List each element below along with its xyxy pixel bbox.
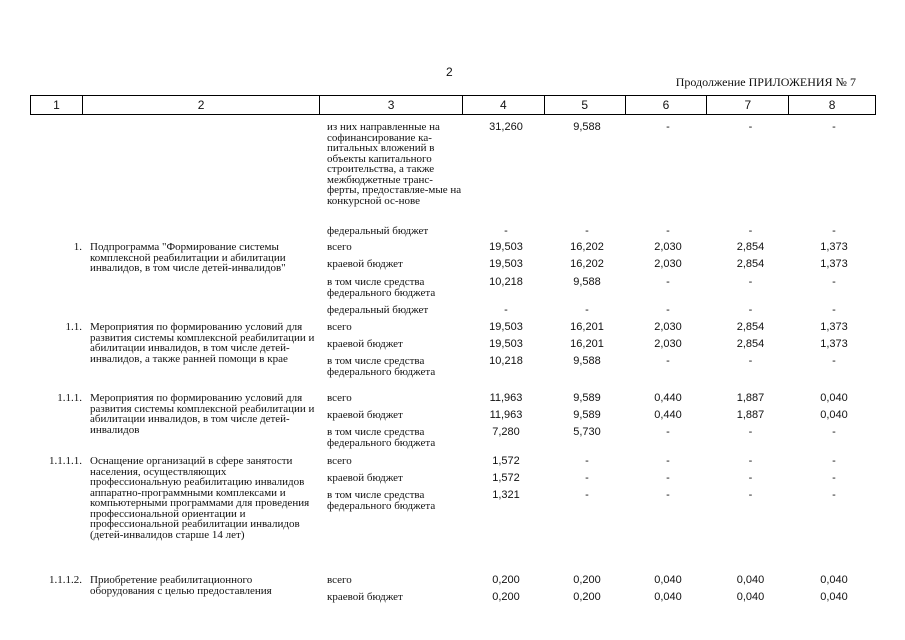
value-cell: 0,200 xyxy=(573,591,601,603)
value-cell: - xyxy=(832,455,836,467)
value-cell: - xyxy=(666,225,670,237)
value-cell: - xyxy=(666,355,670,367)
value-cell: - xyxy=(832,355,836,367)
budget-line-label: краевой бюджет xyxy=(327,591,403,603)
row-name: Мероприятия по формированию условий для развития системы комплексной реабилитации и абилитации инвалидов, в том числе детей-инвалидов xyxy=(90,392,315,436)
budget-line-label: краевой бюджет xyxy=(327,258,403,270)
table-header xyxy=(30,95,876,115)
value-cell: 10,218 xyxy=(489,276,523,288)
budget-line-label: из них направленные на софинансирование ка-питальных вложений в объекты капитального строительства, а также межбюджетные транс-ферты, предоставляе-мые на конкурсной ос-нове xyxy=(327,121,462,207)
budget-line-label: краевой бюджет xyxy=(327,409,403,421)
row-number: 1.1.1.1. xyxy=(49,455,82,467)
value-cell: 10,218 xyxy=(489,355,523,367)
value-cell: 9,588 xyxy=(573,121,601,133)
value-cell: - xyxy=(504,304,508,316)
value-cell: 1,373 xyxy=(820,241,848,253)
value-cell: - xyxy=(666,426,670,438)
value-cell: - xyxy=(666,276,670,288)
value-cell: 0,200 xyxy=(573,574,601,586)
value-cell: 9,589 xyxy=(573,392,601,404)
row-name: Подпрограмма "Формирование системы комплексной реабилитации и абилитации инвалидов, в том числе детей-инвалидов" xyxy=(90,241,286,274)
value-cell: 2,030 xyxy=(654,241,682,253)
value-cell: 11,963 xyxy=(489,409,523,421)
value-cell: 0,440 xyxy=(654,409,682,421)
value-cell: - xyxy=(832,304,836,316)
value-cell: 1,887 xyxy=(736,409,765,421)
value-cell: - xyxy=(585,472,589,484)
value-cell: 1,373 xyxy=(820,321,848,333)
budget-line-label: в том числе средства федерального бюджета xyxy=(327,489,436,512)
value-cell: - xyxy=(832,489,836,501)
value-cell: 1,572 xyxy=(492,455,520,467)
budget-line-label: в том числе средства федерального бюджета xyxy=(327,276,436,299)
value-cell: - xyxy=(666,304,670,316)
value-cell: - xyxy=(666,455,670,467)
value-cell: 2,030 xyxy=(654,321,682,333)
value-cell: - xyxy=(748,304,753,316)
value-cell: 19,503 xyxy=(489,241,523,253)
budget-line-label: всего xyxy=(327,392,352,404)
value-cell: 5,730 xyxy=(573,426,601,438)
value-cell: 31,260 xyxy=(489,121,523,133)
value-cell: - xyxy=(748,355,753,367)
value-cell: - xyxy=(748,426,753,438)
value-cell: 16,202 xyxy=(570,258,604,270)
budget-line-label: федеральный бюджет xyxy=(327,225,429,237)
budget-line-label: всего xyxy=(327,574,352,586)
value-cell: - xyxy=(832,121,836,133)
row-number: 1.1.1. xyxy=(57,392,82,404)
budget-line-label: всего xyxy=(327,455,352,467)
page-number: 2 xyxy=(446,65,453,79)
value-cell: - xyxy=(585,225,589,237)
header-col-7: 7 xyxy=(707,96,789,114)
value-cell: 0,040 xyxy=(820,409,848,421)
value-cell: 2,854 xyxy=(736,241,765,253)
value-cell: 11,963 xyxy=(489,392,523,404)
value-cell: 2,854 xyxy=(736,321,765,333)
header-col-2: 2 xyxy=(83,96,320,114)
header-col-6: 6 xyxy=(626,96,708,114)
value-cell: - xyxy=(832,472,836,484)
header-col-5: 5 xyxy=(545,96,626,114)
value-cell: 16,202 xyxy=(570,241,604,253)
value-cell: - xyxy=(832,426,836,438)
value-cell: 9,588 xyxy=(573,355,601,367)
value-cell: 0,040 xyxy=(654,591,682,603)
header-col-3: 3 xyxy=(320,96,463,114)
value-cell: 0,200 xyxy=(492,574,520,586)
value-cell: 19,503 xyxy=(489,321,523,333)
value-cell: - xyxy=(832,276,836,288)
continuation-label: Продолжение ПРИЛОЖЕНИЯ № 7 xyxy=(675,75,856,89)
budget-line-label: краевой бюджет xyxy=(327,338,403,350)
value-cell: 1,572 xyxy=(492,472,520,484)
budget-line-label: всего xyxy=(327,321,352,333)
value-cell: 7,280 xyxy=(492,426,520,438)
value-cell: - xyxy=(748,455,753,467)
row-name: Мероприятия по формированию условий для развития системы комплексной реабилитации и абилитации инвалидов, в том числе детей-инвалидов, а также ранней помощи в крае xyxy=(90,321,315,365)
value-cell: - xyxy=(832,225,836,237)
value-cell: - xyxy=(585,304,589,316)
value-cell: - xyxy=(585,455,589,467)
value-cell: 0,040 xyxy=(654,574,682,586)
value-cell: 16,201 xyxy=(570,321,604,333)
value-cell: - xyxy=(748,276,753,288)
row-number: 1.1. xyxy=(65,321,82,333)
value-cell: 9,588 xyxy=(573,276,601,288)
value-cell: 2,854 xyxy=(736,258,765,270)
value-cell: 1,373 xyxy=(820,338,848,350)
value-cell: 2,030 xyxy=(654,258,682,270)
value-cell: 0,040 xyxy=(820,574,848,586)
value-cell: - xyxy=(748,472,753,484)
header-col-8: 8 xyxy=(828,98,836,112)
value-cell: 19,503 xyxy=(489,258,523,270)
value-cell: 2,854 xyxy=(736,338,765,350)
value-cell: 0,440 xyxy=(654,392,682,404)
value-cell: 0,200 xyxy=(492,591,520,603)
value-cell: - xyxy=(748,225,753,237)
value-cell: 0,040 xyxy=(736,591,765,603)
value-cell: - xyxy=(748,121,753,133)
value-cell: - xyxy=(666,472,670,484)
value-cell: - xyxy=(666,489,670,501)
value-cell: 0,040 xyxy=(820,591,848,603)
value-cell: 1,321 xyxy=(492,489,520,501)
row-name: Оснащение организаций в сфере занятости населения, осуществляющих профессиональную реабилитацию инвалидов аппаратно-программными комплексами и компьютерными программами для проведения профессиональной ориентации и профессиональной реабилитации инвалидов (детей-инвалидов старше 14 лет) xyxy=(90,455,310,541)
value-cell: 0,040 xyxy=(820,392,848,404)
value-cell: - xyxy=(585,489,589,501)
value-cell: 1,887 xyxy=(736,392,765,404)
row-number: 1.1.1.2. xyxy=(49,574,82,586)
value-cell: 16,201 xyxy=(570,338,604,350)
value-cell: 9,589 xyxy=(573,409,601,421)
value-cell: 1,373 xyxy=(820,258,848,270)
budget-line-label: в том числе средства федерального бюджета xyxy=(327,355,436,378)
value-cell: 19,503 xyxy=(489,338,523,350)
budget-line-label: федеральный бюджет xyxy=(327,304,429,316)
value-cell: 0,040 xyxy=(736,574,765,586)
value-cell: - xyxy=(504,225,508,237)
row-number: 1. xyxy=(73,241,82,253)
value-cell: 2,030 xyxy=(654,338,682,350)
budget-line-label: в том числе средства федерального бюджета xyxy=(327,426,436,449)
budget-line-label: краевой бюджет xyxy=(327,472,403,484)
header-col-1: 1 xyxy=(31,96,83,114)
row-name: Приобретение реабилитационного оборудования с целью предоставления xyxy=(90,574,272,597)
value-cell: - xyxy=(748,489,753,501)
header-col-4: 4 xyxy=(463,96,545,114)
value-cell: - xyxy=(666,121,670,133)
budget-line-label: всего xyxy=(327,241,352,253)
